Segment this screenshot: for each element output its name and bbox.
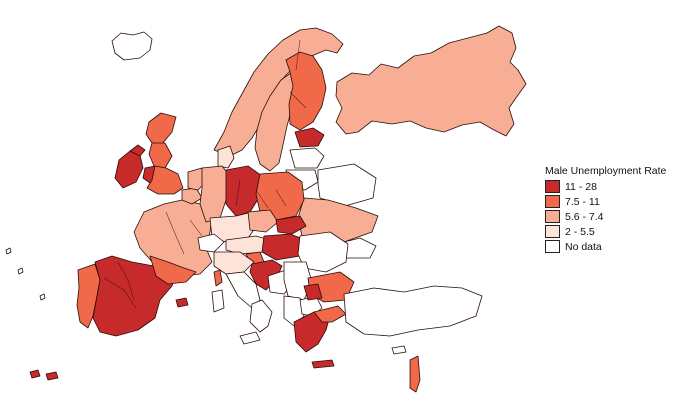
- legend-title: Male Unemployment Rate: [545, 165, 667, 177]
- map-legend: [545, 164, 692, 254]
- region-england-north: [149, 143, 172, 168]
- region-canaries: [30, 370, 40, 378]
- legend-item-2-5-5: [545, 224, 692, 239]
- region-estonia: [295, 128, 324, 147]
- legend-label: 11 - 28: [565, 180, 597, 193]
- region-ireland: [115, 151, 143, 188]
- region-latvia: [290, 148, 324, 168]
- region-israel: [410, 356, 420, 392]
- region-italy-south: [250, 300, 272, 332]
- region-balearic: [176, 298, 188, 307]
- legend-item-no-data: [545, 239, 692, 254]
- region-turkey: [344, 286, 482, 336]
- region-canaries-2: [46, 372, 58, 380]
- legend-item-11-28: [545, 179, 692, 194]
- legend-swatch: [545, 240, 560, 253]
- region-sicily: [240, 332, 260, 344]
- region-atlantic-islands: [6, 248, 11, 254]
- legend-label: 5.6 - 7.4: [565, 210, 604, 223]
- region-finland: [286, 52, 326, 130]
- region-russia: [336, 26, 526, 136]
- legend-item-5-6-7-4: [545, 209, 692, 224]
- legend-label: No data: [565, 240, 602, 253]
- region-atlantic-islands-3: [40, 294, 45, 300]
- region-corsica: [214, 270, 222, 286]
- region-scotland: [146, 113, 176, 144]
- region-cyprus: [392, 346, 406, 354]
- legend-label: 2 - 5.5: [565, 225, 595, 238]
- region-iceland: [112, 32, 152, 60]
- legend-swatch: [545, 225, 560, 238]
- legend-swatch: [545, 180, 560, 193]
- legend-swatch: [545, 195, 560, 208]
- region-sardinia: [212, 290, 224, 312]
- region-belgium: [182, 188, 202, 204]
- legend-label: 7.5 - 11: [565, 195, 600, 208]
- legend-swatch: [545, 210, 560, 223]
- legend-item-7-5-11: [545, 194, 692, 209]
- region-germany-west: [200, 166, 230, 222]
- region-crete: [312, 360, 334, 368]
- region-atlantic-islands-2: [18, 268, 23, 274]
